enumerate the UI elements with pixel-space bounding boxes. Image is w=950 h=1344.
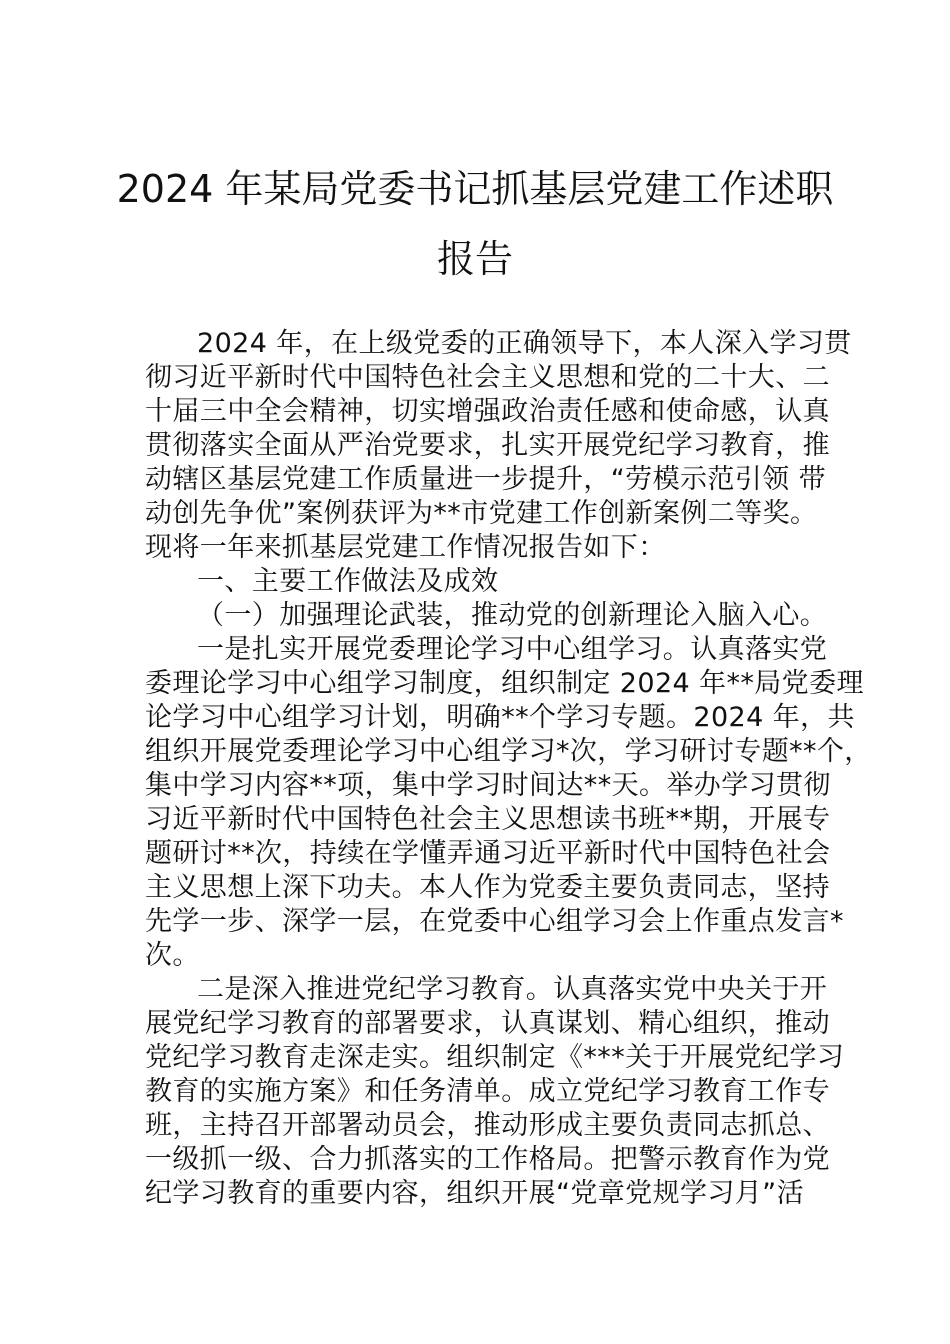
body-line: 一级抓一级、合力抓落实的工作格局。把警示教育作为党: [145, 1144, 830, 1175]
body-line: 集中学习内容**项，集中学习时间达**天。举办学习贯彻: [145, 770, 831, 801]
body-line: 论学习中心组学习计划，明确**个学习专题。2024 年，共: [145, 702, 855, 733]
body-line: 动辖区基层党建工作质量进一步提升，“劳模示范引领 带: [145, 464, 826, 495]
body-line: 二是深入推进党纪学习教育。认真落实党中央关于开: [197, 974, 828, 1005]
document-title-line-2: 报告: [436, 237, 513, 281]
body-line: 主义思想上深下功夫。本人作为党委主要负责同志，坚持: [145, 872, 830, 903]
document-title-line-1: 2024 年某局党委书记抓基层党建工作述职: [116, 167, 834, 211]
body-line: 委理论学习中心组学习制度，组织制定 2024 年**局党委理: [145, 668, 864, 699]
body-line: 次。: [145, 940, 200, 971]
body-line: 一是扎实开展党委理论学习中心组学习。认真落实党: [197, 634, 828, 665]
body-line: 展党纪学习教育的部署要求，认真谋划、精心组织，推动: [145, 1008, 830, 1039]
body-line: 教育的实施方案》和任务清单。成立党纪学习教育工作专: [145, 1076, 830, 1107]
section-heading: 一、主要工作做法及成效: [197, 566, 499, 597]
body-line: 彻习近平新时代中国特色社会主义思想和党的二十大、二: [145, 362, 830, 393]
body-line: 题研讨**次，持续在学懂弄通习近平新时代中国特色社会: [145, 838, 831, 869]
document-body: [145, 327, 872, 1211]
body-line: 先学一步、深学一层，在党委中心组学习会上作重点发言*: [145, 906, 844, 937]
body-line: 纪学习教育的重要内容，组织开展“党章党规学习月”活: [145, 1178, 804, 1209]
body-line: 十届三中全会精神，切实增强政治责任感和使命感，认真: [145, 396, 830, 427]
body-line: 贯彻落实全面从严治党要求，扎实开展党纪学习教育，推: [145, 430, 830, 461]
subsection-heading: （一）加强理论武装，推动党的创新理论入脑入心。: [197, 600, 828, 631]
body-line: 动创先争优”案例获评为**市党建工作创新案例二等奖。: [145, 498, 818, 529]
body-line: 党纪学习教育走深走实。组织制定《***关于开展党纪学习: [145, 1042, 845, 1073]
body-line: 组织开展党委理论学习中心组学习*次，学习研讨专题**个，: [145, 736, 872, 767]
body-line: 班，主持召开部署动员会，推动形成主要负责同志抓总、: [145, 1110, 830, 1141]
body-line: 习近平新时代中国特色社会主义思想读书班**期，开展专: [145, 804, 831, 835]
body-line: 2024 年，在上级党委的正确领导下，本人深入学习贯: [197, 328, 852, 359]
body-line: 现将一年来抓基层党建工作情况报告如下：: [145, 532, 666, 563]
